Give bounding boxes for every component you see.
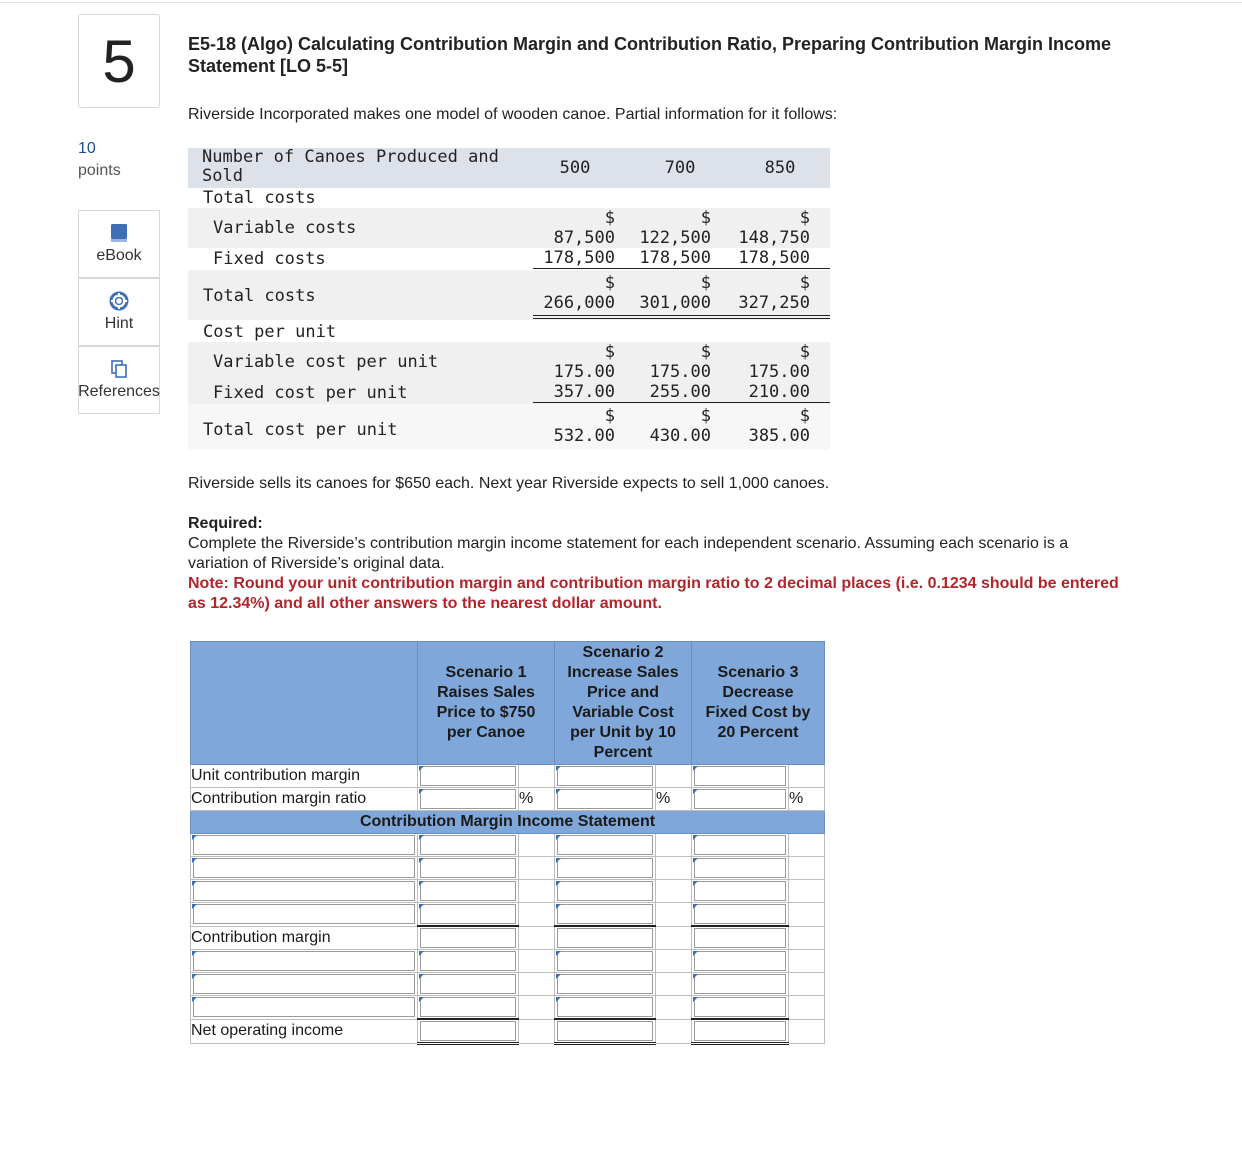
label-input[interactable] [193, 997, 415, 1017]
points-label: points [78, 162, 121, 179]
total-cost-per-unit-500: 532.00 [553, 426, 615, 446]
dollar-sign: $ [604, 208, 615, 228]
statement-row-6 [191, 950, 825, 973]
ebook-button[interactable] [78, 210, 160, 278]
variable-cost-per-unit-700: 175.00 [649, 362, 711, 382]
cm-ratio-s1-input[interactable] [420, 789, 516, 809]
column-header-500: 500 [559, 158, 591, 178]
fixed-costs-700: 178,500 [639, 248, 711, 268]
s3-input[interactable] [694, 997, 786, 1017]
label-input[interactable] [193, 835, 415, 855]
scenario-1-header: Scenario 1 Raises Sales Price to $750 per Canoe [418, 642, 555, 765]
s2-input[interactable] [557, 997, 653, 1017]
intro-text: Riverside Incorporated makes one model of wooden canoe. Partial information for it follows: [188, 106, 838, 123]
s1-input[interactable] [420, 858, 516, 878]
s3-input[interactable] [694, 974, 786, 994]
contribution-margin-row [191, 926, 825, 950]
noi-s2-input[interactable] [557, 1021, 653, 1041]
dollar-sign: $ [700, 208, 711, 228]
label-input[interactable] [193, 974, 415, 994]
dollar-sign: $ [799, 342, 810, 362]
s3-input[interactable] [694, 858, 786, 878]
dollar-sign: $ [604, 273, 615, 293]
book-icon [110, 223, 128, 243]
noi-s3-input[interactable] [694, 1021, 786, 1041]
total-costs-700: 301,000 [639, 293, 711, 313]
statement-row-3 [191, 880, 825, 903]
question-number: 5 [78, 14, 160, 108]
net-operating-income-row [191, 1019, 825, 1044]
contribution-margin-label: Contribution margin [191, 926, 418, 950]
cm-ratio-label: Contribution margin ratio [191, 788, 418, 811]
dollar-sign: $ [799, 406, 810, 426]
fixed-costs-850: 178,500 [738, 248, 810, 268]
dollar-sign: $ [700, 406, 711, 426]
percent-sign: % [656, 788, 692, 811]
fixed-costs-500: 178,500 [543, 248, 615, 268]
unit-cm-s1-input[interactable] [420, 766, 516, 786]
unit-cm-label: Unit contribution margin [191, 765, 418, 788]
points-value: 10 [78, 140, 96, 157]
fixed-cost-per-unit-700: 255.00 [649, 382, 711, 402]
scenario-header-row [191, 642, 825, 765]
s3-input[interactable] [694, 881, 786, 901]
header-blank [191, 642, 418, 765]
fixed-cost-per-unit-label: Fixed cost per unit [213, 383, 408, 403]
s1-input[interactable] [420, 904, 516, 924]
dollar-sign: $ [799, 273, 810, 293]
s2-input[interactable] [557, 951, 653, 971]
cm-s2-input[interactable] [557, 928, 653, 948]
lifebuoy-icon [109, 291, 129, 311]
total-cost-per-unit-850: 385.00 [748, 426, 810, 446]
variable-cost-per-unit-label: Variable cost per unit [213, 352, 439, 372]
percent-sign: % [519, 788, 555, 811]
unit-cm-row [191, 765, 825, 788]
cm-ratio-row [191, 788, 825, 811]
references-label: References [78, 383, 160, 400]
s1-input[interactable] [420, 881, 516, 901]
income-statement-title-row [191, 811, 825, 834]
cm-s3-input[interactable] [694, 928, 786, 948]
s2-input[interactable] [557, 974, 653, 994]
hint-button[interactable] [78, 278, 160, 346]
label-input[interactable] [193, 858, 415, 878]
s2-input[interactable] [557, 881, 653, 901]
total-costs-label: Total costs [203, 286, 316, 306]
statement-row-4 [191, 903, 825, 927]
total-costs-heading: Total costs [203, 188, 316, 208]
variable-costs-500: 87,500 [553, 228, 615, 248]
units-header-label: Number of Canoes Produced and Sold [202, 147, 499, 186]
dollar-sign: $ [799, 208, 810, 228]
points-display [78, 138, 121, 182]
net-operating-income-label: Net operating income [191, 1019, 418, 1044]
ebook-label: eBook [96, 247, 142, 264]
s1-input[interactable] [420, 951, 516, 971]
variable-cost-per-unit-850: 175.00 [748, 362, 810, 382]
total-costs-850: 327,250 [738, 293, 810, 313]
s3-input[interactable] [694, 904, 786, 924]
s2-input[interactable] [557, 835, 653, 855]
problem-title: E5-18 (Algo) Calculating Contribution Margin and Contribution Ratio, Preparing Contribution Margin Income Statement [LO 5-5] [188, 34, 1111, 76]
noi-s1-input[interactable] [420, 1021, 516, 1041]
total-cost-per-unit-label: Total cost per unit [203, 420, 398, 440]
statement-row-2 [191, 857, 825, 880]
dollar-sign: $ [604, 406, 615, 426]
s2-input[interactable] [557, 904, 653, 924]
variable-costs-700: 122,500 [639, 228, 711, 248]
variable-costs-850: 148,750 [738, 228, 810, 248]
statement-row-1 [191, 834, 825, 857]
cm-ratio-s2-input[interactable] [557, 789, 653, 809]
cm-s1-input[interactable] [420, 928, 516, 948]
hint-label: Hint [104, 315, 134, 332]
column-header-850: 850 [764, 158, 796, 178]
cm-ratio-s3-input[interactable] [694, 789, 786, 809]
unit-cm-s3-input[interactable] [694, 766, 786, 786]
s1-input[interactable] [420, 997, 516, 1017]
sells-text: Riverside sells its canoes for $650 each. Next year Riverside expects to sell 1,000 canoes. [188, 475, 830, 492]
copy-icon [110, 359, 128, 379]
percent-sign: % [789, 788, 825, 811]
required-label: Required: [188, 515, 263, 532]
column-header-700: 700 [664, 158, 696, 178]
fixed-costs-label: Fixed costs [213, 249, 326, 269]
scenario-3-header: Scenario 3 Decrease Fixed Cost by 20 Percent [692, 642, 825, 765]
scenario-2-header: Scenario 2 Increase Sales Price and Variable Cost per Unit by 10 Percent [555, 642, 692, 765]
dollar-sign: $ [700, 342, 711, 362]
variable-costs-label: Variable costs [213, 218, 357, 238]
label-input[interactable] [193, 881, 415, 901]
label-input[interactable] [193, 904, 415, 924]
s2-input[interactable] [557, 858, 653, 878]
fixed-cost-per-unit-850: 210.00 [748, 382, 810, 402]
income-statement-title: Contribution Margin Income Statement [191, 811, 825, 834]
s3-input[interactable] [694, 951, 786, 971]
required-text: Complete the Riverside’s contribution margin income statement for each independent scenario. Assuming each scenario is a variation of Riverside’s original data. [188, 535, 1069, 572]
rounding-note: Note: Round your unit contribution margin and contribution margin ratio to 2 decimal places (i.e. 0.1234 should be entered as 12.34%) and all other answers to the nearest dollar amount. [188, 575, 1119, 612]
unit-cm-s2-input[interactable] [557, 766, 653, 786]
cost-per-unit-heading: Cost per unit [203, 322, 337, 342]
fixed-cost-per-unit-500: 357.00 [553, 382, 615, 402]
statement-row-8 [191, 996, 825, 1020]
total-costs-500: 266,000 [543, 293, 615, 313]
references-button[interactable] [78, 346, 160, 414]
total-cost-per-unit-700: 430.00 [649, 426, 711, 446]
variable-cost-per-unit-500: 175.00 [553, 362, 615, 382]
statement-row-7 [191, 973, 825, 996]
answer-table [190, 641, 825, 1045]
dollar-sign: $ [700, 273, 711, 293]
dollar-sign: $ [604, 342, 615, 362]
s1-input[interactable] [420, 974, 516, 994]
s3-input[interactable] [694, 835, 786, 855]
label-input[interactable] [193, 951, 415, 971]
s1-input[interactable] [420, 835, 516, 855]
